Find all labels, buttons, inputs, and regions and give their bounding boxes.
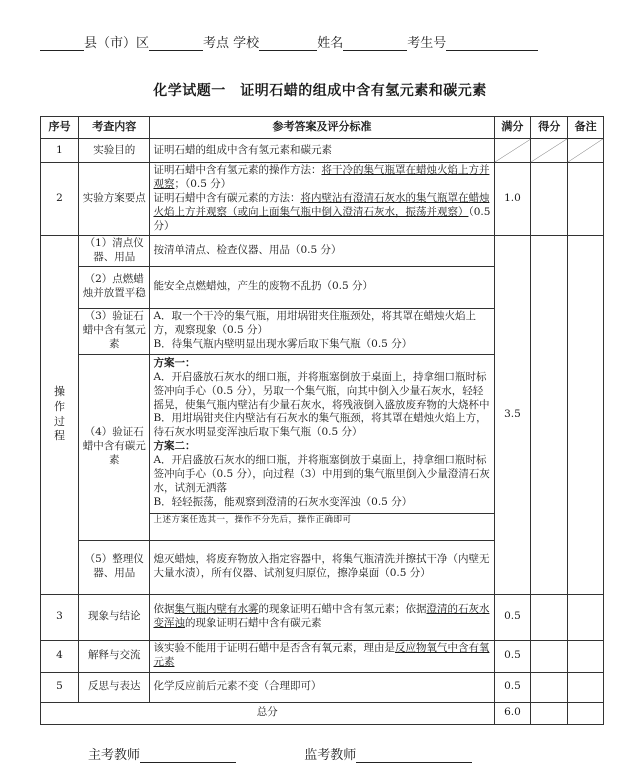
step1-answer: 按清单清点、检查仪器、用品（0.5 分） xyxy=(150,235,494,266)
step4-answer xyxy=(150,354,494,540)
row3-text-1: 依据 xyxy=(153,603,175,616)
row3-text-2: 的现象证明石蜡中含有氢元素；依据 xyxy=(258,603,427,616)
row5-remark-cell[interactable] xyxy=(568,672,604,702)
row4-content: 解释与交流 xyxy=(78,640,149,672)
row4-full: 0.5 xyxy=(494,640,531,672)
step1-content: （1）清点仪器、用品 xyxy=(78,235,149,266)
table-row xyxy=(41,139,604,163)
table-row xyxy=(41,672,604,702)
row4-seq: 4 xyxy=(41,640,79,672)
row1-score-slashed xyxy=(531,139,568,163)
header-content: 考查内容 xyxy=(78,117,149,139)
row5-full: 0.5 xyxy=(494,672,531,702)
row4-score-cell[interactable] xyxy=(531,640,568,672)
plan-note: 上述方案任选其一，操作不分先后，操作正确即可 xyxy=(150,513,493,527)
row4-underlined-1: 反应物氧气中含有氧元素 xyxy=(153,642,490,669)
row2-answer xyxy=(150,163,494,236)
op-char: 程 xyxy=(53,429,65,443)
step3-answer-a: A．取一个干冷的集气瓶，用坩埚钳夹住瓶颈处，将其罩在蜡烛火焰上方，观察现象（0.5 分） xyxy=(153,310,477,337)
plan1-title: 方案一： xyxy=(153,356,196,369)
row2-content: 实验方案要点 xyxy=(78,163,149,236)
total-label: 总分 xyxy=(41,702,495,724)
scoring-table xyxy=(40,116,604,725)
step5-answer: 熄灭蜡烛，将废弃物放入指定容器中，将集气瓶清洗并擦拭干净（内壁无大量水渍），所有仪器、试剂复归原位，擦净桌面（0.5 分） xyxy=(150,540,494,594)
table-header-row xyxy=(41,117,604,139)
total-full: 6.0 xyxy=(494,702,531,724)
header-full: 满分 xyxy=(494,117,531,139)
row3-text-3: 的现象证明石蜡中含有碳元素 xyxy=(184,617,322,630)
candidate-info-line xyxy=(40,32,600,52)
row3-score-cell[interactable] xyxy=(531,594,568,640)
row2-line1-prefix: 证明石蜡中含有氢元素的操作方法： xyxy=(153,164,322,176)
page-title: 化学试题一 证明石蜡的组成中含有氢元素和碳元素 xyxy=(153,83,487,99)
proctor-label: 监考教师 xyxy=(304,748,357,763)
operation-full: 3.5 xyxy=(494,235,531,594)
total-remark-cell[interactable] xyxy=(568,702,604,724)
row3-content: 现象与结论 xyxy=(78,594,149,640)
chief-teacher-label: 主考教师 xyxy=(88,748,141,763)
step3-answer-b: B．待集气瓶内壁明显出现水雾后取下集气瓶（0.5 分） xyxy=(153,338,413,351)
row2-line2-prefix: 证明石蜡中含有碳元素的方法： xyxy=(153,191,301,204)
operation-remark-cell[interactable] xyxy=(568,235,604,594)
header-remark: 备注 xyxy=(568,117,604,139)
total-score-cell[interactable] xyxy=(531,702,568,724)
row2-line2-suffix: （0.5 分） xyxy=(153,205,491,232)
plan1-step-b: B．用坩埚钳夹住内壁沾有石灰水的集气瓶颈，将其罩在蜡烛火焰上方，待石灰水明显变浑浊后取下集气瓶（0.5 分） xyxy=(153,412,487,439)
row2-score-cell[interactable] xyxy=(531,163,568,236)
row3-full: 0.5 xyxy=(494,594,531,640)
row5-seq: 5 xyxy=(41,672,79,702)
row3-answer xyxy=(150,594,494,640)
row3-seq: 3 xyxy=(41,594,79,640)
step4-content: （4）验证石蜡中含有碳元素 xyxy=(78,354,149,540)
table-row xyxy=(41,640,604,672)
plan2-step-b: B．轻轻振荡，能观察到澄清的石灰水变浑浊（0.5 分） xyxy=(153,496,413,509)
operation-section-label xyxy=(41,235,79,594)
school-label: 学校 xyxy=(233,36,260,51)
row2-remark-cell[interactable] xyxy=(568,163,604,236)
row2-line1-underlined: 将干冷的集气瓶罩在蜡烛火焰上方并观察 xyxy=(153,164,490,190)
row5-content: 反思与表达 xyxy=(78,672,149,702)
step2-answer: 能安全点燃蜡烛，产生的废物不乱扔（0.5 分） xyxy=(150,266,494,308)
step2-content: （2）点燃蜡烛并放置平稳 xyxy=(78,266,149,308)
district-blank[interactable] xyxy=(40,36,84,51)
chief-teacher-blank[interactable] xyxy=(140,748,236,763)
row3-underlined-1: 集气瓶内壁有水雾 xyxy=(174,603,259,616)
table-row xyxy=(41,163,604,236)
plan1-step-a: A．开启盛放石灰水的细口瓶，并将瓶塞倒放于桌面上，持拿细口瓶时标签冲向手心（0.5 分），另取一个集气瓶，向其中倒入少量石灰水，轻轻摇晃，使集气瓶内壁沾有少量石灰水，将残液倒入盛放废弃物的大烧杯中 xyxy=(153,370,490,411)
header-score: 得分 xyxy=(531,117,568,139)
row1-seq: 1 xyxy=(41,139,79,163)
row1-full-slashed xyxy=(494,139,531,163)
table-row xyxy=(41,594,604,640)
row1-content: 实验目的 xyxy=(78,139,149,163)
proctor-blank[interactable] xyxy=(356,748,472,763)
step3-answer xyxy=(150,308,494,354)
row3-underlined-2: 澄清的石灰水变浑浊 xyxy=(153,603,490,630)
row3-remark-cell[interactable] xyxy=(568,594,604,640)
signature-line xyxy=(88,744,608,763)
plan2-title: 方案二： xyxy=(153,440,196,453)
row5-answer: 化学反应前后元素不变（合理即可） xyxy=(150,672,494,702)
operation-score-cell[interactable] xyxy=(531,235,568,594)
row4-answer xyxy=(150,640,494,672)
row4-text-1: 该实验不能用于证明石蜡中是否含有氧元素，理由是 xyxy=(153,642,395,655)
row2-line2-underlined: 将内壁沾有澄清石灰水的集气瓶罩在蜡烛火焰上方并观察（或向上面集气瓶中倒入澄清石灰水，振荡并观察） xyxy=(153,191,490,218)
district-label: 县（市）区 xyxy=(84,36,150,51)
school-blank[interactable] xyxy=(259,36,317,51)
exam-number-blank[interactable] xyxy=(446,36,538,51)
name-blank[interactable] xyxy=(343,36,407,51)
op-char: 过 xyxy=(53,414,65,428)
op-char: 作 xyxy=(53,400,65,414)
name-label: 姓名 xyxy=(317,36,344,51)
header-standard: 参考答案及评分标准 xyxy=(150,117,494,139)
plan2-step-a: A．开启盛放石灰水的细口瓶，并将瓶塞倒放于桌面上，持拿细口瓶时标签冲向手心（0.5 分），向过程（3）中用到的集气瓶里倒入少量澄清石灰水，试剂无洒落 xyxy=(153,454,490,495)
row2-line1-suffix: ；（0.5 分） xyxy=(174,177,232,190)
header-seq: 序号 xyxy=(41,117,79,139)
row2-seq: 2 xyxy=(41,163,79,236)
exam-number-label: 考生号 xyxy=(407,36,447,51)
row4-remark-cell[interactable] xyxy=(568,640,604,672)
op-char: 操 xyxy=(53,385,65,399)
row1-answer: 证明石蜡的组成中含有氢元素和碳元素 xyxy=(150,139,494,163)
step3-content: （3）验证石蜡中含有氢元素 xyxy=(78,308,149,354)
total-row xyxy=(41,702,604,724)
row2-full: 1.0 xyxy=(494,163,531,236)
row1-remark-slashed xyxy=(568,139,604,163)
step5-content: （5）整理仪器、用品 xyxy=(78,540,149,594)
row5-score-cell[interactable] xyxy=(531,672,568,702)
exam-point-blank[interactable] xyxy=(149,36,203,51)
exam-point-label: 考点 xyxy=(203,36,230,51)
table-row xyxy=(41,235,604,266)
